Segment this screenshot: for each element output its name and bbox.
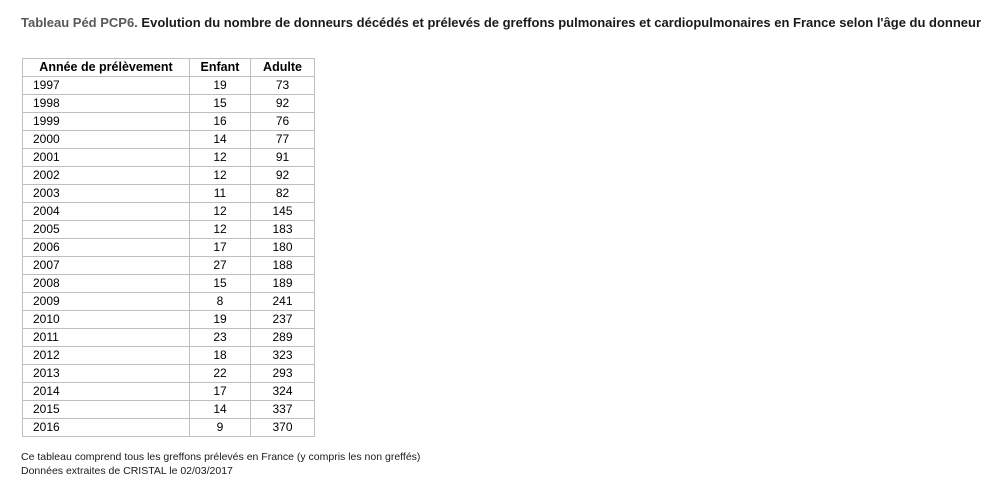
year-cell: 2010 — [23, 311, 190, 329]
table-row — [23, 311, 315, 329]
table-row — [23, 401, 315, 419]
table-row — [23, 347, 315, 365]
table-title-text: Evolution du nombre de donneurs décédés et prélevés de greffons pulmonaires et cardiopulmonaires en France selon l'âge du donneur — [141, 15, 982, 30]
year-cell: 2011 — [23, 329, 190, 347]
year-cell: 2016 — [23, 419, 190, 437]
year-cell: 1999 — [23, 113, 190, 131]
table-row — [23, 95, 315, 113]
year-cell: 2005 — [23, 221, 190, 239]
adulte-cell: 370 — [251, 419, 315, 437]
table-row — [23, 167, 315, 185]
table-row — [23, 383, 315, 401]
table-row — [23, 185, 315, 203]
enfant-cell: 16 — [190, 113, 251, 131]
enfant-cell: 17 — [190, 383, 251, 401]
table-body — [23, 77, 315, 437]
table-row — [23, 149, 315, 167]
adulte-cell: 289 — [251, 329, 315, 347]
enfant-cell: 15 — [190, 95, 251, 113]
adulte-cell: 189 — [251, 275, 315, 293]
adulte-cell: 237 — [251, 311, 315, 329]
table-row — [23, 221, 315, 239]
adulte-cell: 323 — [251, 347, 315, 365]
table-row — [23, 77, 315, 95]
table-row — [23, 257, 315, 275]
table-row — [23, 293, 315, 311]
table-row — [23, 203, 315, 221]
adulte-cell: 293 — [251, 365, 315, 383]
donor-table — [22, 58, 315, 437]
adulte-cell: 188 — [251, 257, 315, 275]
year-cell: 2007 — [23, 257, 190, 275]
table-row — [23, 329, 315, 347]
header-enfant: Enfant — [190, 59, 251, 77]
table-row — [23, 131, 315, 149]
enfant-cell: 23 — [190, 329, 251, 347]
header-adulte: Adulte — [251, 59, 315, 77]
enfant-cell: 14 — [190, 401, 251, 419]
adulte-cell: 91 — [251, 149, 315, 167]
year-cell: 2000 — [23, 131, 190, 149]
adulte-cell: 337 — [251, 401, 315, 419]
enfant-cell: 19 — [190, 311, 251, 329]
adulte-cell: 82 — [251, 185, 315, 203]
enfant-cell: 12 — [190, 149, 251, 167]
enfant-cell: 8 — [190, 293, 251, 311]
enfant-cell: 14 — [190, 131, 251, 149]
enfant-cell: 27 — [190, 257, 251, 275]
footnote-source: Données extraites de CRISTAL le 02/03/2017 — [21, 465, 233, 477]
table-title — [21, 15, 983, 31]
year-cell: 2014 — [23, 383, 190, 401]
adulte-cell: 145 — [251, 203, 315, 221]
table-row — [23, 275, 315, 293]
year-cell: 2015 — [23, 401, 190, 419]
year-cell: 2004 — [23, 203, 190, 221]
adulte-cell: 324 — [251, 383, 315, 401]
enfant-cell: 18 — [190, 347, 251, 365]
year-cell: 2009 — [23, 293, 190, 311]
enfant-cell: 12 — [190, 203, 251, 221]
year-cell: 2006 — [23, 239, 190, 257]
adulte-cell: 180 — [251, 239, 315, 257]
adulte-cell: 183 — [251, 221, 315, 239]
table-row — [23, 365, 315, 383]
adulte-cell: 73 — [251, 77, 315, 95]
table-row — [23, 419, 315, 437]
year-cell: 2001 — [23, 149, 190, 167]
enfant-cell: 15 — [190, 275, 251, 293]
enfant-cell: 11 — [190, 185, 251, 203]
adulte-cell: 76 — [251, 113, 315, 131]
footnotes — [21, 450, 420, 478]
year-cell: 2012 — [23, 347, 190, 365]
table-title-prefix: Tableau Péd PCP6. — [21, 15, 138, 30]
year-cell: 2008 — [23, 275, 190, 293]
year-cell: 2013 — [23, 365, 190, 383]
year-cell: 2002 — [23, 167, 190, 185]
table-header-row — [23, 59, 315, 77]
adulte-cell: 92 — [251, 167, 315, 185]
footnote-scope: Ce tableau comprend tous les greffons prélevés en France (y compris les non greffés) — [21, 451, 421, 463]
adulte-cell: 241 — [251, 293, 315, 311]
enfant-cell: 12 — [190, 167, 251, 185]
adulte-cell: 92 — [251, 95, 315, 113]
table-row — [23, 239, 315, 257]
year-cell: 1998 — [23, 95, 190, 113]
enfant-cell: 9 — [190, 419, 251, 437]
table-row — [23, 113, 315, 131]
year-cell: 1997 — [23, 77, 190, 95]
enfant-cell: 22 — [190, 365, 251, 383]
enfant-cell: 19 — [190, 77, 251, 95]
enfant-cell: 17 — [190, 239, 251, 257]
enfant-cell: 12 — [190, 221, 251, 239]
header-year: Année de prélèvement — [23, 59, 190, 77]
year-cell: 2003 — [23, 185, 190, 203]
adulte-cell: 77 — [251, 131, 315, 149]
